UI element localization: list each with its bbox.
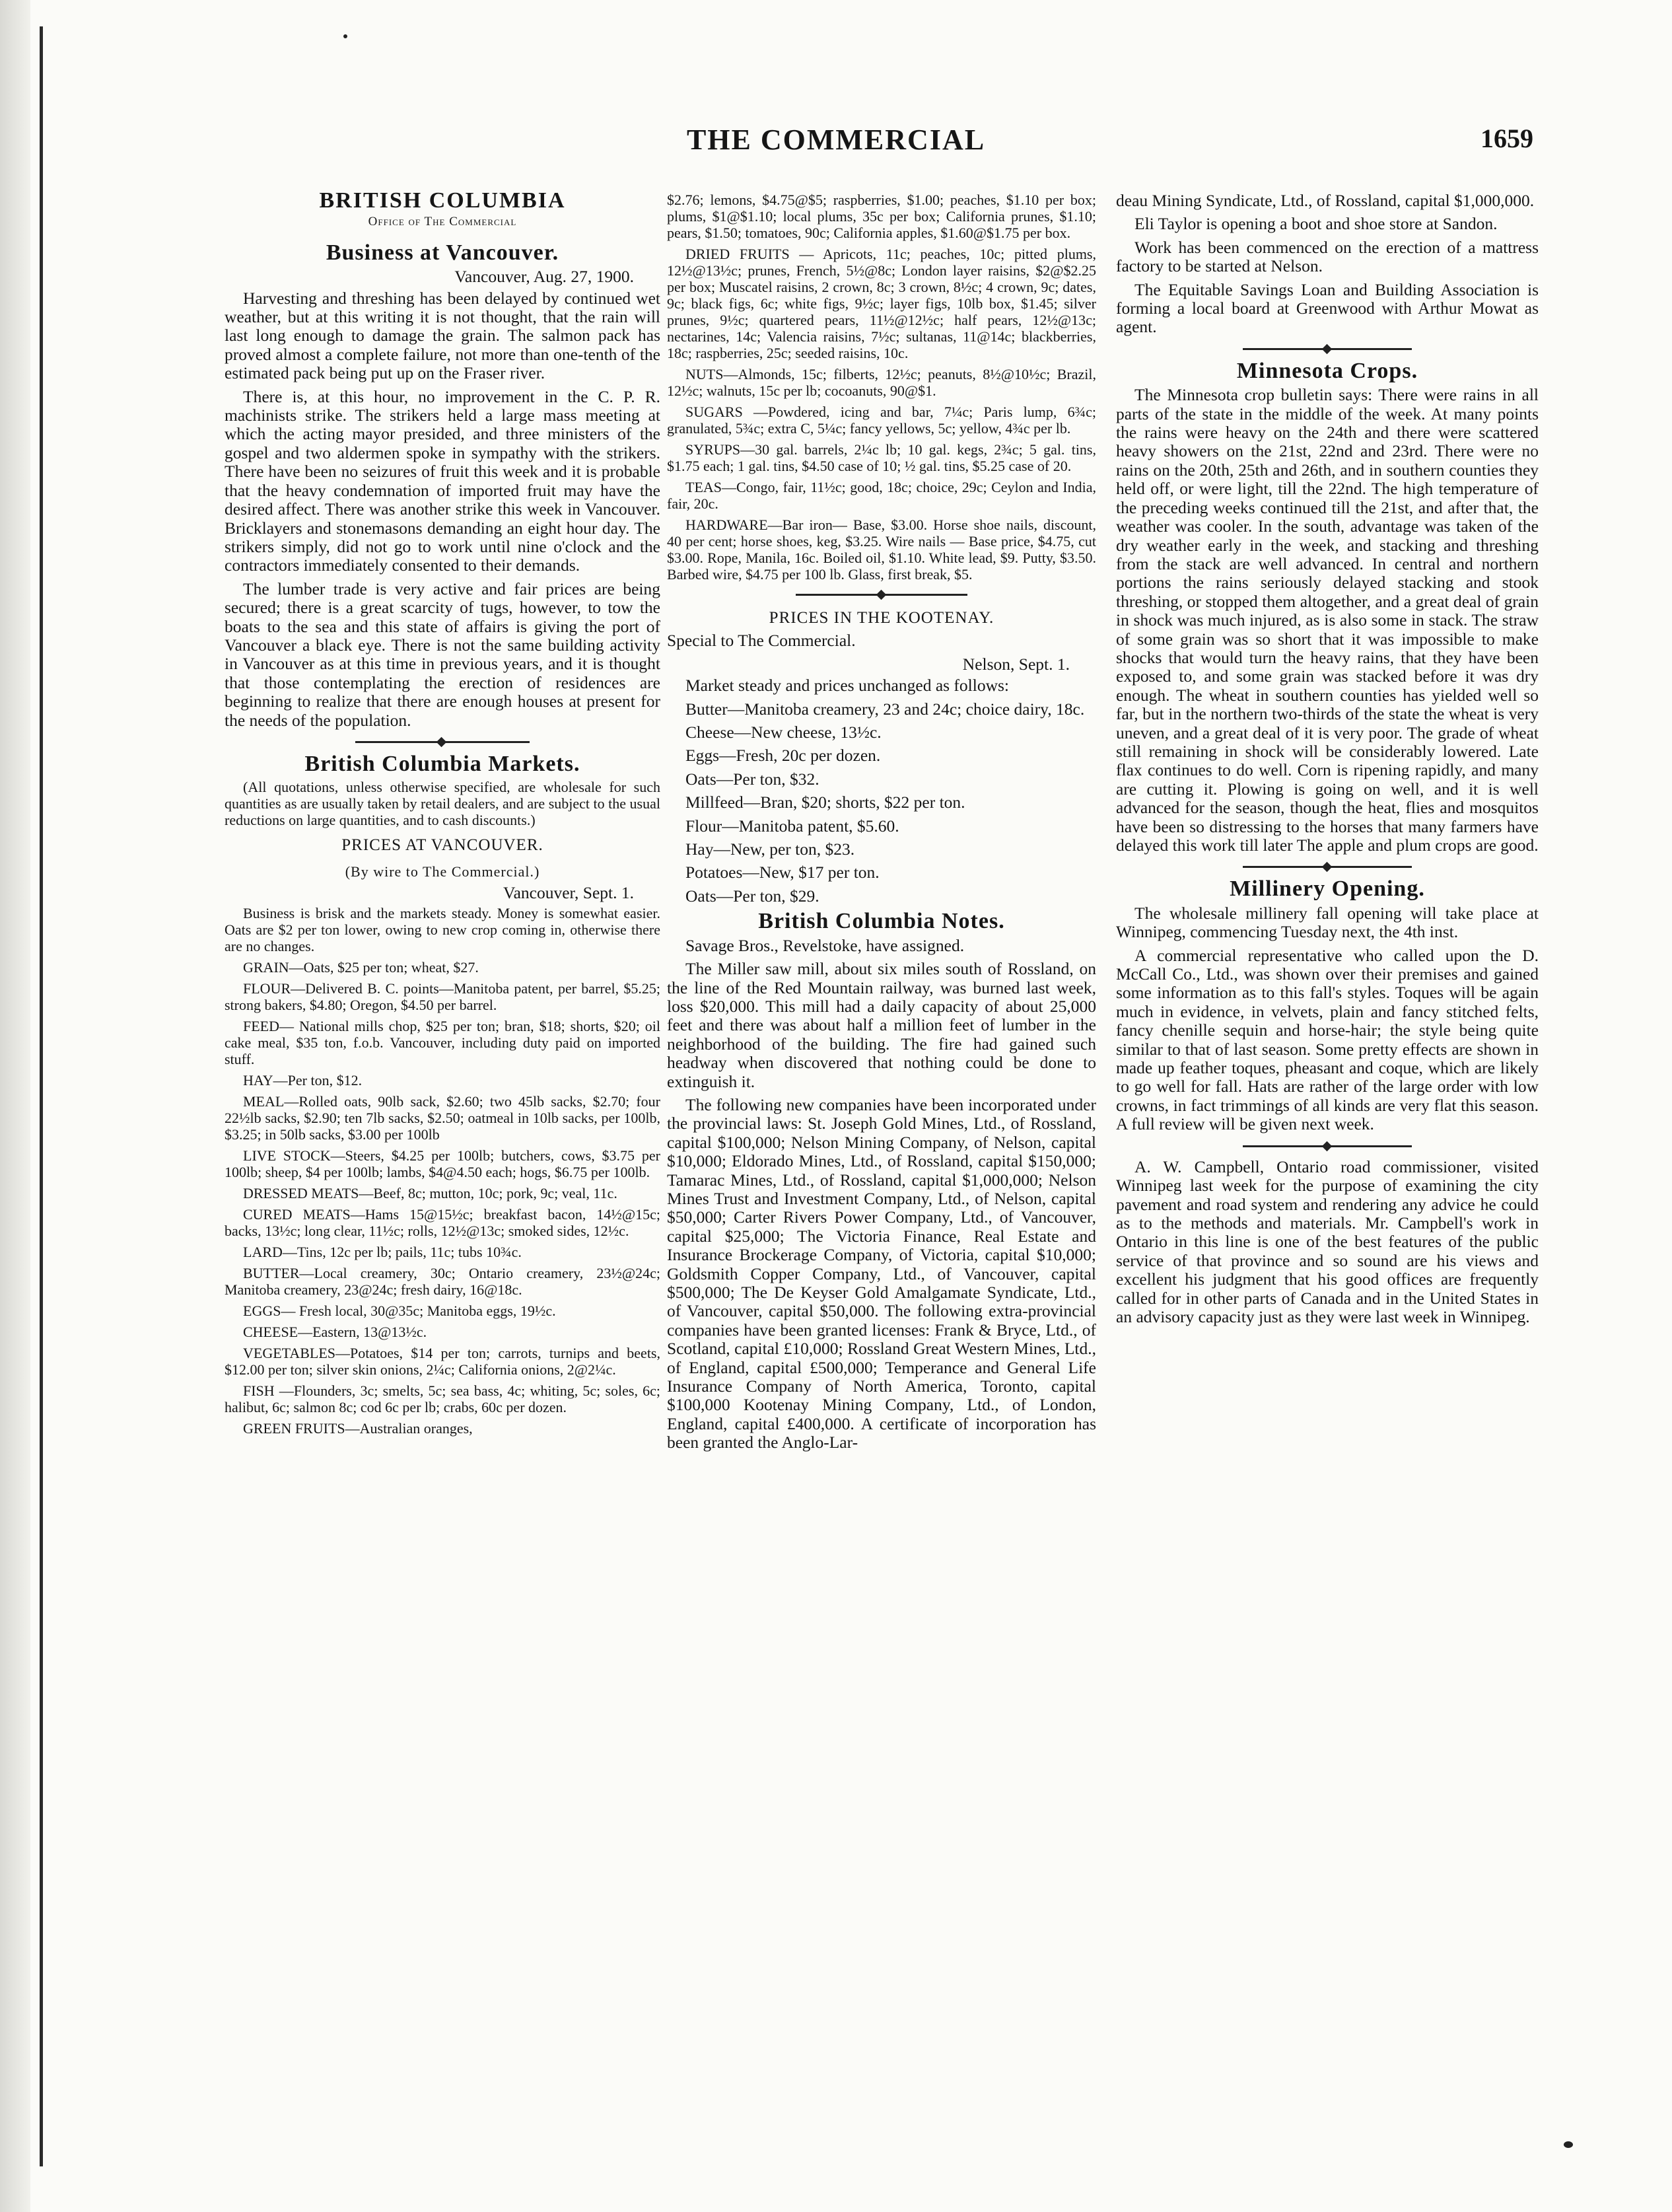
market-item: HARDWARE—Bar iron— Base, $3.00. Horse shoe nails, discount, 40 per cent; horse shoes, keg, $3.25. Wire nails — Base price, $4.75, cut $3.00. Rope, Manila, 16c. Boiled oil, $1.10. White lead, $9. Putty, $3.50. Barbed wire, $4.75 per 100 lb. Glass, first break, $5. [667, 517, 1096, 583]
article-title-bc-notes: British Columbia Notes. [758, 909, 1005, 934]
section-divider [1116, 860, 1539, 873]
paragraph: The wholesale millinery fall opening will take place at Winnipeg, commencing Tuesday next, the 4th inst. [1116, 903, 1539, 942]
subheading-prices-vancouver: PRICES AT VANCOUVER. [341, 836, 543, 855]
paragraph: There is, at this hour, no improvement in the C. P. R. machinists strike. The strikers held a large mass meeting at which the acting mayor presided, and three ministers of the gospel and two aldermen spoke in sympathy with the strikers. There have been no seizures of fruit this week and it is probable that the heavy condemnation of imported fruit may have the desired affect. There was another strike this week in Vancouver. Bricklayers and stonemasons demanding an eight hour day. The strikers simply, did not go to work until nine o'clock and the contractors immediately consented to their demands. [225, 386, 660, 575]
market-item: Market steady and prices unchanged as follows: [685, 676, 1010, 696]
market-item: LIVE STOCK—Steers, $4.25 per 100lb; butchers, cows, $3.75 per 100lb; sheep, $4 per 100lb; lambs, $4@4.50 each; hogs, $6.75 per 100lb. [225, 1147, 660, 1181]
article-title-minnesota-crops: Minnesota Crops. [1236, 358, 1418, 383]
section-subheading: Office of The Commercial [368, 215, 517, 229]
market-item: Millfeed—Bran, $20; shorts, $22 per ton. [685, 793, 965, 812]
market-item: SUGARS —Powdered, icing and bar, 7¼c; Paris lump, 6¾c; granulated, 5¾c; extra C, 5¼c; fancy yellows, 5c; yellow, 4¾c per lb. [667, 404, 1096, 437]
market-item: EGGS— Fresh local, 30@35c; Manitoba eggs, 19½c. [243, 1302, 556, 1320]
market-list [225, 905, 660, 1437]
quotation-note: (All quotations, unless otherwise specified, are wholesale for such quantities as are usually taken by retail dealers, and are subject to the usual reductions on large quantities, and to cash discounts.) [225, 779, 660, 829]
page-header [0, 123, 1672, 162]
market-item: BUTTER—Local creamery, 30c; Ontario creamery, 23½@24c; Manitoba creamery, 23@24c; fresh dairy, 16@18c. [225, 1265, 660, 1299]
market-item: DRESSED MEATS—Beef, 8c; mutton, 10c; pork, 9c; veal, 11c. [243, 1185, 617, 1202]
market-item: Eggs—Fresh, 20c per dozen. [685, 746, 881, 766]
paragraph: The Miller saw mill, about six miles south of Rossland, on the line of the Red Mountain railway, was burned last week, loss $20,000. This mill had a daily capacity of about 25,000 feet and there was about half a million feet of lumber in the neighborhood of the building. The fire had gained such headway when discovered that nothing could be done to extinguish it. [667, 959, 1096, 1091]
wire-credit: (By wire to The Commercial.) [345, 863, 540, 880]
paragraph: The Equitable Savings Loan and Building Association is forming a local board at Greenwood with Arthur Mowat as agent. [1116, 279, 1539, 337]
paragraph: Harvesting and threshing has been delayed by continued wet weather, but at this writing it is not thought, that the rain will last long enough to damage the grain. The salmon pack has proved almost a complete failure, not more than one-tenth of the estimated pack being put up on the Fraser river. [225, 288, 660, 383]
column-1 [225, 192, 660, 2173]
market-item: DRIED FRUITS — Apricots, 11c; peaches, 10c; pitted plums, 12½@13½c; prunes, French, 5½@8c; London layer raisins, $2@$2.25 per box; Muscatel raisins, 2 crown, 8c; 3 crown, 8½c; 4 crown, 9c; dates, 9c; black figs, 6c; white figs, 9½c; layer figs, 10lb box, $1.45; silver prunes, 9½c; quartered pears, 11½@12½c; half pears, 12½@13c; nectarines, 14c; Valencia raisins, 7½c; sultanas, 11@14c; blackberries, 18c; raspberries, 25c; seeded raisins, 10c. [667, 246, 1096, 361]
market-item: Hay—New, per ton, $23. [685, 839, 855, 859]
market-item: CHEESE—Eastern, 13@13½c. [243, 1324, 427, 1341]
market-item: Potatoes—New, $17 per ton. [685, 863, 880, 882]
dateline: Vancouver, Aug. 27, 1900. [454, 267, 634, 287]
dateline: Nelson, Sept. 1. [962, 654, 1070, 674]
masthead-title: THE COMMERCIAL [686, 124, 986, 156]
section-divider [667, 588, 1096, 601]
market-item: FEED— National mills chop, $25 per ton; bran, $18; shorts, $20; oil cake meal, $35 ton, f.o.b. Vancouver, including duty paid on imported stuff. [225, 1018, 660, 1068]
binding-rule [40, 26, 43, 2166]
market-item: MEAL—Rolled oats, 90lb sack, $2.60; two 45lb sacks, $2.70; four 22½lb sacks, $2.90; ten 7lb sacks, $2.50; oatmeal in 10lb sacks, per 100lb, $3.25; in 50lb sacks, $3.00 per 100lb [225, 1093, 660, 1143]
market-item: GREEN FRUITS—Australian oranges, [243, 1420, 473, 1437]
column-2 [667, 192, 1096, 2173]
market-item: Business is brisk and the markets steady. Money is somewhat easier. Oats are $2 per ton lower, owing to new crop coming in, otherwise there are no changes. [225, 905, 660, 955]
subheading-prices-kootenay: PRICES IN THE KOOTENAY. [769, 609, 994, 627]
market-item: HAY—Per ton, $12. [243, 1072, 363, 1089]
article-title-vancouver-business: Business at Vancouver. [326, 240, 559, 265]
market-item: CURED MEATS—Hams 15@15½c; breakfast bacon, 14½@15c; backs, 13½c; long clear, 11½c; rolls, 12½@13c; smoked sides, 12½c. [225, 1206, 660, 1240]
market-item: LARD—Tins, 12c per lb; pails, 11c; tubs 10¾c. [243, 1244, 522, 1261]
paragraph: The lumber trade is very active and fair prices are being secured; there is a great scarcity of tugs, however, to tow the boats to the sea and this state of affairs is giving the port of Vancouver a black eye. There is not the same building activity in Vancouver as at this time in previous years, and it is thought that those contemplating the erection of residences are beginning to realize that there are enough houses at present for the needs of the population. [225, 579, 660, 730]
paragraph: A. W. Campbell, Ontario road commissioner, visited Winnipeg last week for the purpose of examining the city pavement and road system and rendering any advice he could as to the methods and materials. Mr. Campbell's work in Ontario in this line is one of the best features of the public service of that province and so sound are his views and excellent his judgment that his good offices are frequently called for in other parts of Canada and in the United States in an advisory capacity just as they were last week in Winnipeg. [1116, 1157, 1539, 1326]
section-divider [1116, 342, 1539, 355]
page-number: 1659 [1480, 124, 1533, 153]
market-item: Butter—Manitoba creamery, 23 and 24c; choice dairy, 18c. [685, 699, 1085, 719]
paragraph: Savage Bros., Revelstoke, have assigned. [685, 935, 965, 955]
paragraph: deau Mining Syndicate, Ltd., of Rossland, capital $1,000,000. [1116, 192, 1535, 210]
market-item: Cheese—New cheese, 13½c. [685, 723, 882, 742]
paragraph: Eli Taylor is opening a boot and shoe store at Sandon. [1134, 214, 1498, 234]
section-divider [225, 735, 660, 748]
market-item: FLOUR—Delivered B. C. points—Manitoba patent, per barrel, $5.25; strong bakers, $4.80; Oregon, $4.50 per barrel. [225, 980, 660, 1014]
dateline: Vancouver, Sept. 1. [503, 882, 634, 902]
market-item: VEGETABLES—Potatoes, $14 per ton; carrots, turnips and beets, $12.00 per ton; silver skin onions, 2¼c; California onions, 2@2¼c. [225, 1345, 660, 1378]
paragraph: The Minnesota crop bulletin says: There were rains in all parts of the state in the middle of the week. At many points the rains were heavy on the 24th and there were scattered heavy showers on the 21st, 22nd and 23rd. There were no rains on the 20th, 25th and 26th, and in southern counties they held off, or were light, till the 22nd. The high temperature of the preceding weeks continued till the 21st, and after that, the weather was cooler. In the south, advantage was taken of the dry weather early in the week, and stacking and threshing from the stack are well advanced. In central and northern portions the rains seriously delayed stacking and stook threshing, or stopped them altogether, and a great deal of grain in shock was much injured, as is also some in stack. The straw of some grain was so short that it was impossible to make shocks that would turn the heavy rains, that they have been exposed to, and some grain was stacked before it was dry enough. The wheat in southern counties has yielded well so far, but in the northern two-thirds of the state the wheat is very uneven, and a great deal of it is very poor. The grade of wheat still remaining in shock will be considerably lowered. Late flax continues to do well. Corn is ripening rapidly, and many are cutting it. Plowing is going on well, and it is well advanced for the season, though the heat, flies and mosquitos have been so distressing to the horses that many farmers have delayed this work till later The apple and plum crops are good. [1116, 385, 1539, 855]
market-item: TEAS—Congo, fair, 11½c; good, 18c; choice, 29c; Ceylon and India, fair, 20c. [667, 479, 1096, 512]
article-title-bc-markets: British Columbia Markets. [304, 751, 580, 776]
special-credit: Special to The Commercial. [667, 631, 856, 651]
market-item: $2.76; lemons, $4.75@$5; raspberries, $1.00; peaches, $1.10 per box; plums, $1@$1.10; local plums, 35c per box; California prunes, $1.10; pears, $1.50; tomatoes, 90c; California apples, $1.60@$1.75 per box. [667, 192, 1096, 241]
market-item: GRAIN—Oats, $25 per ton; wheat, $27. [243, 959, 479, 976]
print-speck [343, 34, 347, 38]
market-list-continued [667, 192, 1096, 583]
market-item: Oats—Per ton, $29. [685, 886, 819, 906]
paragraph: Work has been commenced on the erection of a mattress factory to be started at Nelson. [1116, 237, 1539, 276]
section-heading: BRITISH COLUMBIA [319, 192, 566, 213]
market-item: NUTS—Almonds, 15c; filberts, 12½c; peanuts, 8½@10½c; Brazil, 12½c; walnuts, 15c per lb; cocoanuts, 90@$1. [667, 366, 1096, 399]
market-item: FISH —Flounders, 3c; smelts, 5c; sea bass, 4c; whiting, 5c; soles, 6c; halibut, 6c; salmon 8c; cod 6c per lb; crabs, 60c per dozen. [225, 1382, 660, 1416]
paragraph: The following new companies have been incorporated under the provincial laws: St. Joseph Gold Mines, Ltd., of Rossland, capital $100,000; Nelson Mining Company, of Nelson, capital $10,000; Eldorado Mines, Ltd., of Rossland, capital $150,000; Tamarac Mines, Ltd., of Rossland, capital $1,000,000; Nelson Mines Trust and Investment Company, Ltd., of Nelson, capital $50,000; Carter Rivers Power Company, Ltd., of Vancouver, capital $25,000; The Victoria Finance, Real Estate and Insurance Brockerage Company, of Victoria, capital $10,000; Goldsmith Copper Company, Ltd., of Vancouver, capital $500,000; The De Keyser Gold Amalgamate Syndicate, Ltd., of Vancouver, capital $50,000. The following extra-provincial companies have been granted licenses: Frank & Bryce, Ltd., of Scotland, capital £10,000; Rossland Great Western Mines, Ltd., of England, capital £500,000; Temperance and General Life Insurance Company of North America, Toronto, capital $100,000 Kootenay Mining Company, Ltd., of London, England, capital £400,000. A certificate of incorporation has been granted the Anglo-Lar- [667, 1094, 1096, 1452]
page-binding-edge [0, 0, 30, 2212]
market-item: Flour—Manitoba patent, $5.60. [685, 816, 899, 836]
column-3 [1116, 192, 1539, 2173]
print-speck [1564, 2141, 1573, 2148]
market-item: Oats—Per ton, $32. [685, 769, 819, 789]
paragraph: A commercial representative who called upon the D. McCall Co., Ltd., was shown over their premises and gained some information as to this fall's styles. Toques will be again much in evidence, in velvets, plain and fancy stitched felts, fancy chenille sequin and horse-hair; the style being quite similar to that of last season. Some pretty effects are shown in made up feather toques, pheasant and coque, which are likely to go well for fall. Hats are rather of the large order with low crowns, in fact trimmings of all kinds are very flat this season. A full review will be given next week. [1116, 945, 1539, 1134]
section-divider [1116, 1139, 1539, 1153]
article-title-millinery-opening: Millinery Opening. [1230, 876, 1425, 902]
market-item: SYRUPS—30 gal. barrels, 2¼c lb; 10 gal. kegs, 2¾c; 5 gal. tins, $1.75 each; 1 gal. tins, $4.50 case of 10; ½ gal. tins, $5.25 case of 20. [667, 441, 1096, 474]
